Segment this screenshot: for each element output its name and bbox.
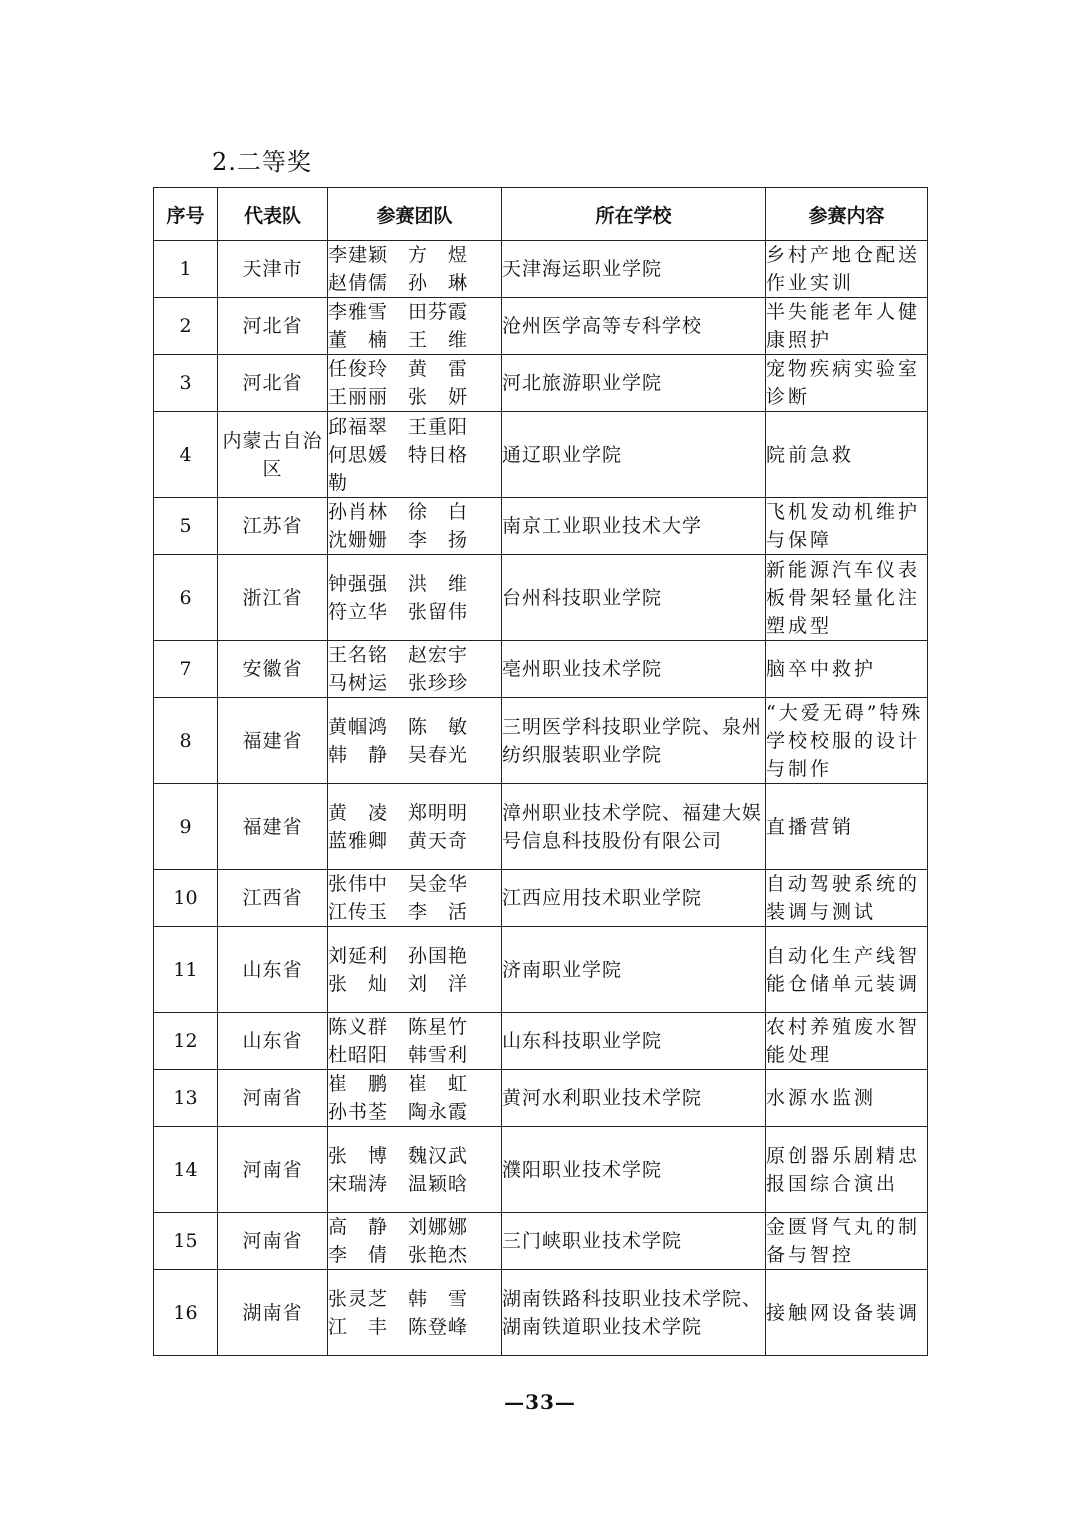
member-line: 黄帼鸿 陈 敏 [328,715,469,738]
member-line: 高 静 刘娜娜 [328,1216,469,1238]
row-members [328,1070,502,1127]
row-team: 福建省 [218,698,328,784]
table-row [154,555,928,641]
member-line: 任俊玲 黄 雷 [328,358,469,380]
row-school: 三明医学科技职业学院、泉州纺织服装职业学院 [502,698,766,784]
row-members [328,698,502,784]
row-school: 济南职业学院 [502,927,766,1013]
row-members [328,298,502,355]
table-header-row [154,188,928,241]
row-members [328,641,502,698]
row-school: 通辽职业学院 [502,412,766,498]
member-line: 蓝雅卿 黄天奇 [328,829,469,852]
row-school: 三门峡职业技术学院 [502,1213,766,1270]
member-line: 邱福翠 王重阳 [328,415,469,438]
table-row [154,412,928,498]
member-line: 符立华 张留伟 [328,600,469,623]
member-line: 李雅雪 田芬霞 [328,301,469,323]
member-line: 张 灿 刘 洋 [328,972,469,995]
row-number: 11 [154,927,218,1013]
row-members [328,1013,502,1070]
row-school: 天津海运职业学院 [502,241,766,298]
row-team: 河南省 [218,1213,328,1270]
member-line: 江 丰 陈登峰 [328,1315,469,1338]
member-line: 崔 鹏 崔 虹 [328,1073,469,1095]
row-school: 漳州职业技术学院、福建大娱号信息科技股份有限公司 [502,784,766,870]
row-school: 河北旅游职业学院 [502,355,766,412]
row-number: 4 [154,412,218,498]
table-row [154,298,928,355]
row-members [328,927,502,1013]
row-content: 院前急救 [766,412,928,498]
row-number: 1 [154,241,218,298]
row-team: 河南省 [218,1070,328,1127]
row-number: 10 [154,870,218,927]
row-team: 山东省 [218,927,328,1013]
member-line: 李 倩 张艳杰 [328,1244,469,1266]
row-content: 半失能老年人健康照护 [766,298,928,355]
row-content: 金匮肾气丸的制备与智控 [766,1213,928,1270]
header-members: 参赛团队 [328,188,502,241]
row-team: 湖南省 [218,1270,328,1356]
table-row [154,1270,928,1356]
member-line: 王名铭 赵宏宇 [328,644,469,666]
row-school: 南京工业职业技术大学 [502,498,766,555]
row-members [328,241,502,298]
row-team: 天津市 [218,241,328,298]
header-team: 代表队 [218,188,328,241]
row-number: 15 [154,1213,218,1270]
row-members [328,555,502,641]
member-line: 张 博 魏汉武 [328,1144,469,1167]
header-school: 所在学校 [502,188,766,241]
row-school: 山东科技职业学院 [502,1013,766,1070]
table-row [154,241,928,298]
member-line: 张伟中 吴金华 [328,873,469,895]
row-members [328,1270,502,1356]
row-content: 自动化生产线智能仓储单元装调 [766,927,928,1013]
table-row [154,641,928,698]
row-school: 江西应用技术职业学院 [502,870,766,927]
member-line: 董 楠 王 维 [328,329,469,351]
row-team: 福建省 [218,784,328,870]
row-members [328,498,502,555]
row-content: 宠物疾病实验室诊断 [766,355,928,412]
row-content: 水源水监测 [766,1070,928,1127]
member-line: 杜昭阳 韩雪利 [328,1044,469,1066]
row-team: 浙江省 [218,555,328,641]
row-team: 江苏省 [218,498,328,555]
member-line: 陈义群 陈星竹 [328,1016,469,1038]
row-school: 亳州职业技术学院 [502,641,766,698]
row-team: 内蒙古自治区 [218,412,328,498]
row-school: 濮阳职业技术学院 [502,1127,766,1213]
row-school: 湖南铁路科技职业技术学院、湖南铁道职业技术学院 [502,1270,766,1356]
table-row [154,498,928,555]
member-line: 王丽丽 张 妍 [328,386,469,408]
table-row [154,355,928,412]
member-line: 赵倩儒 孙 琳 [328,272,469,294]
row-content: 脑卒中救护 [766,641,928,698]
table-row [154,870,928,927]
table-row [154,1070,928,1127]
row-team: 河南省 [218,1127,328,1213]
row-content: 自动驾驶系统的装调与测试 [766,870,928,927]
row-number: 6 [154,555,218,641]
table-row [154,1213,928,1270]
row-members [328,1127,502,1213]
member-line: 孙书荃 陶永霞 [328,1101,469,1123]
row-team: 河北省 [218,298,328,355]
row-content: “大爱无碍”特殊学校校服的设计与制作 [766,698,928,784]
member-line: 孙肖林 徐 白 [328,501,469,523]
member-line: 沈姗姗 李 扬 [328,529,469,551]
member-line: 宋瑞涛 温颖晗 [328,1172,469,1195]
row-school: 黄河水利职业技术学院 [502,1070,766,1127]
header-content: 参赛内容 [766,188,928,241]
row-content: 农村养殖废水智能处理 [766,1013,928,1070]
row-team: 安徽省 [218,641,328,698]
member-line: 黄 凌 郑明明 [328,801,469,824]
member-line: 张灵芝 韩 雪 [328,1287,469,1310]
row-number: 8 [154,698,218,784]
row-content: 飞机发动机维护与保障 [766,498,928,555]
row-school: 台州科技职业学院 [502,555,766,641]
row-content: 直播营销 [766,784,928,870]
row-number: 2 [154,298,218,355]
row-content: 新能源汽车仪表板骨架轻量化注塑成型 [766,555,928,641]
member-line: 韩 静 吴春光 [328,743,469,766]
table-row [154,1013,928,1070]
row-school: 沧州医学高等专科学校 [502,298,766,355]
table-row [154,784,928,870]
row-number: 14 [154,1127,218,1213]
row-number: 7 [154,641,218,698]
awards-table [153,187,928,1356]
member-line: 江传玉 李 活 [328,901,469,923]
member-line: 勒 [328,471,349,494]
row-number: 9 [154,784,218,870]
section-title: 2.二等奖 [212,148,312,176]
member-line: 钟强强 洪 维 [328,572,469,595]
row-team: 江西省 [218,870,328,927]
header-no: 序号 [154,188,218,241]
member-line: 马树运 张珍珍 [328,672,469,694]
table-row [154,698,928,784]
row-members [328,870,502,927]
table-row [154,927,928,1013]
table-row [154,1127,928,1213]
row-number: 16 [154,1270,218,1356]
page-number: —33— [504,1390,576,1414]
row-content: 接触网设备装调 [766,1270,928,1356]
row-team: 山东省 [218,1013,328,1070]
row-members [328,355,502,412]
row-number: 13 [154,1070,218,1127]
row-content: 乡村产地仓配送作业实训 [766,241,928,298]
row-members [328,1213,502,1270]
row-team: 河北省 [218,355,328,412]
member-line: 李建颖 方 煜 [328,244,469,266]
member-line: 刘延利 孙国艳 [328,944,469,967]
row-members [328,784,502,870]
row-number: 3 [154,355,218,412]
member-line: 何思媛 特日格 [328,443,469,466]
row-content: 原创器乐剧精忠报国综合演出 [766,1127,928,1213]
row-number: 12 [154,1013,218,1070]
row-members [328,412,502,498]
row-number: 5 [154,498,218,555]
